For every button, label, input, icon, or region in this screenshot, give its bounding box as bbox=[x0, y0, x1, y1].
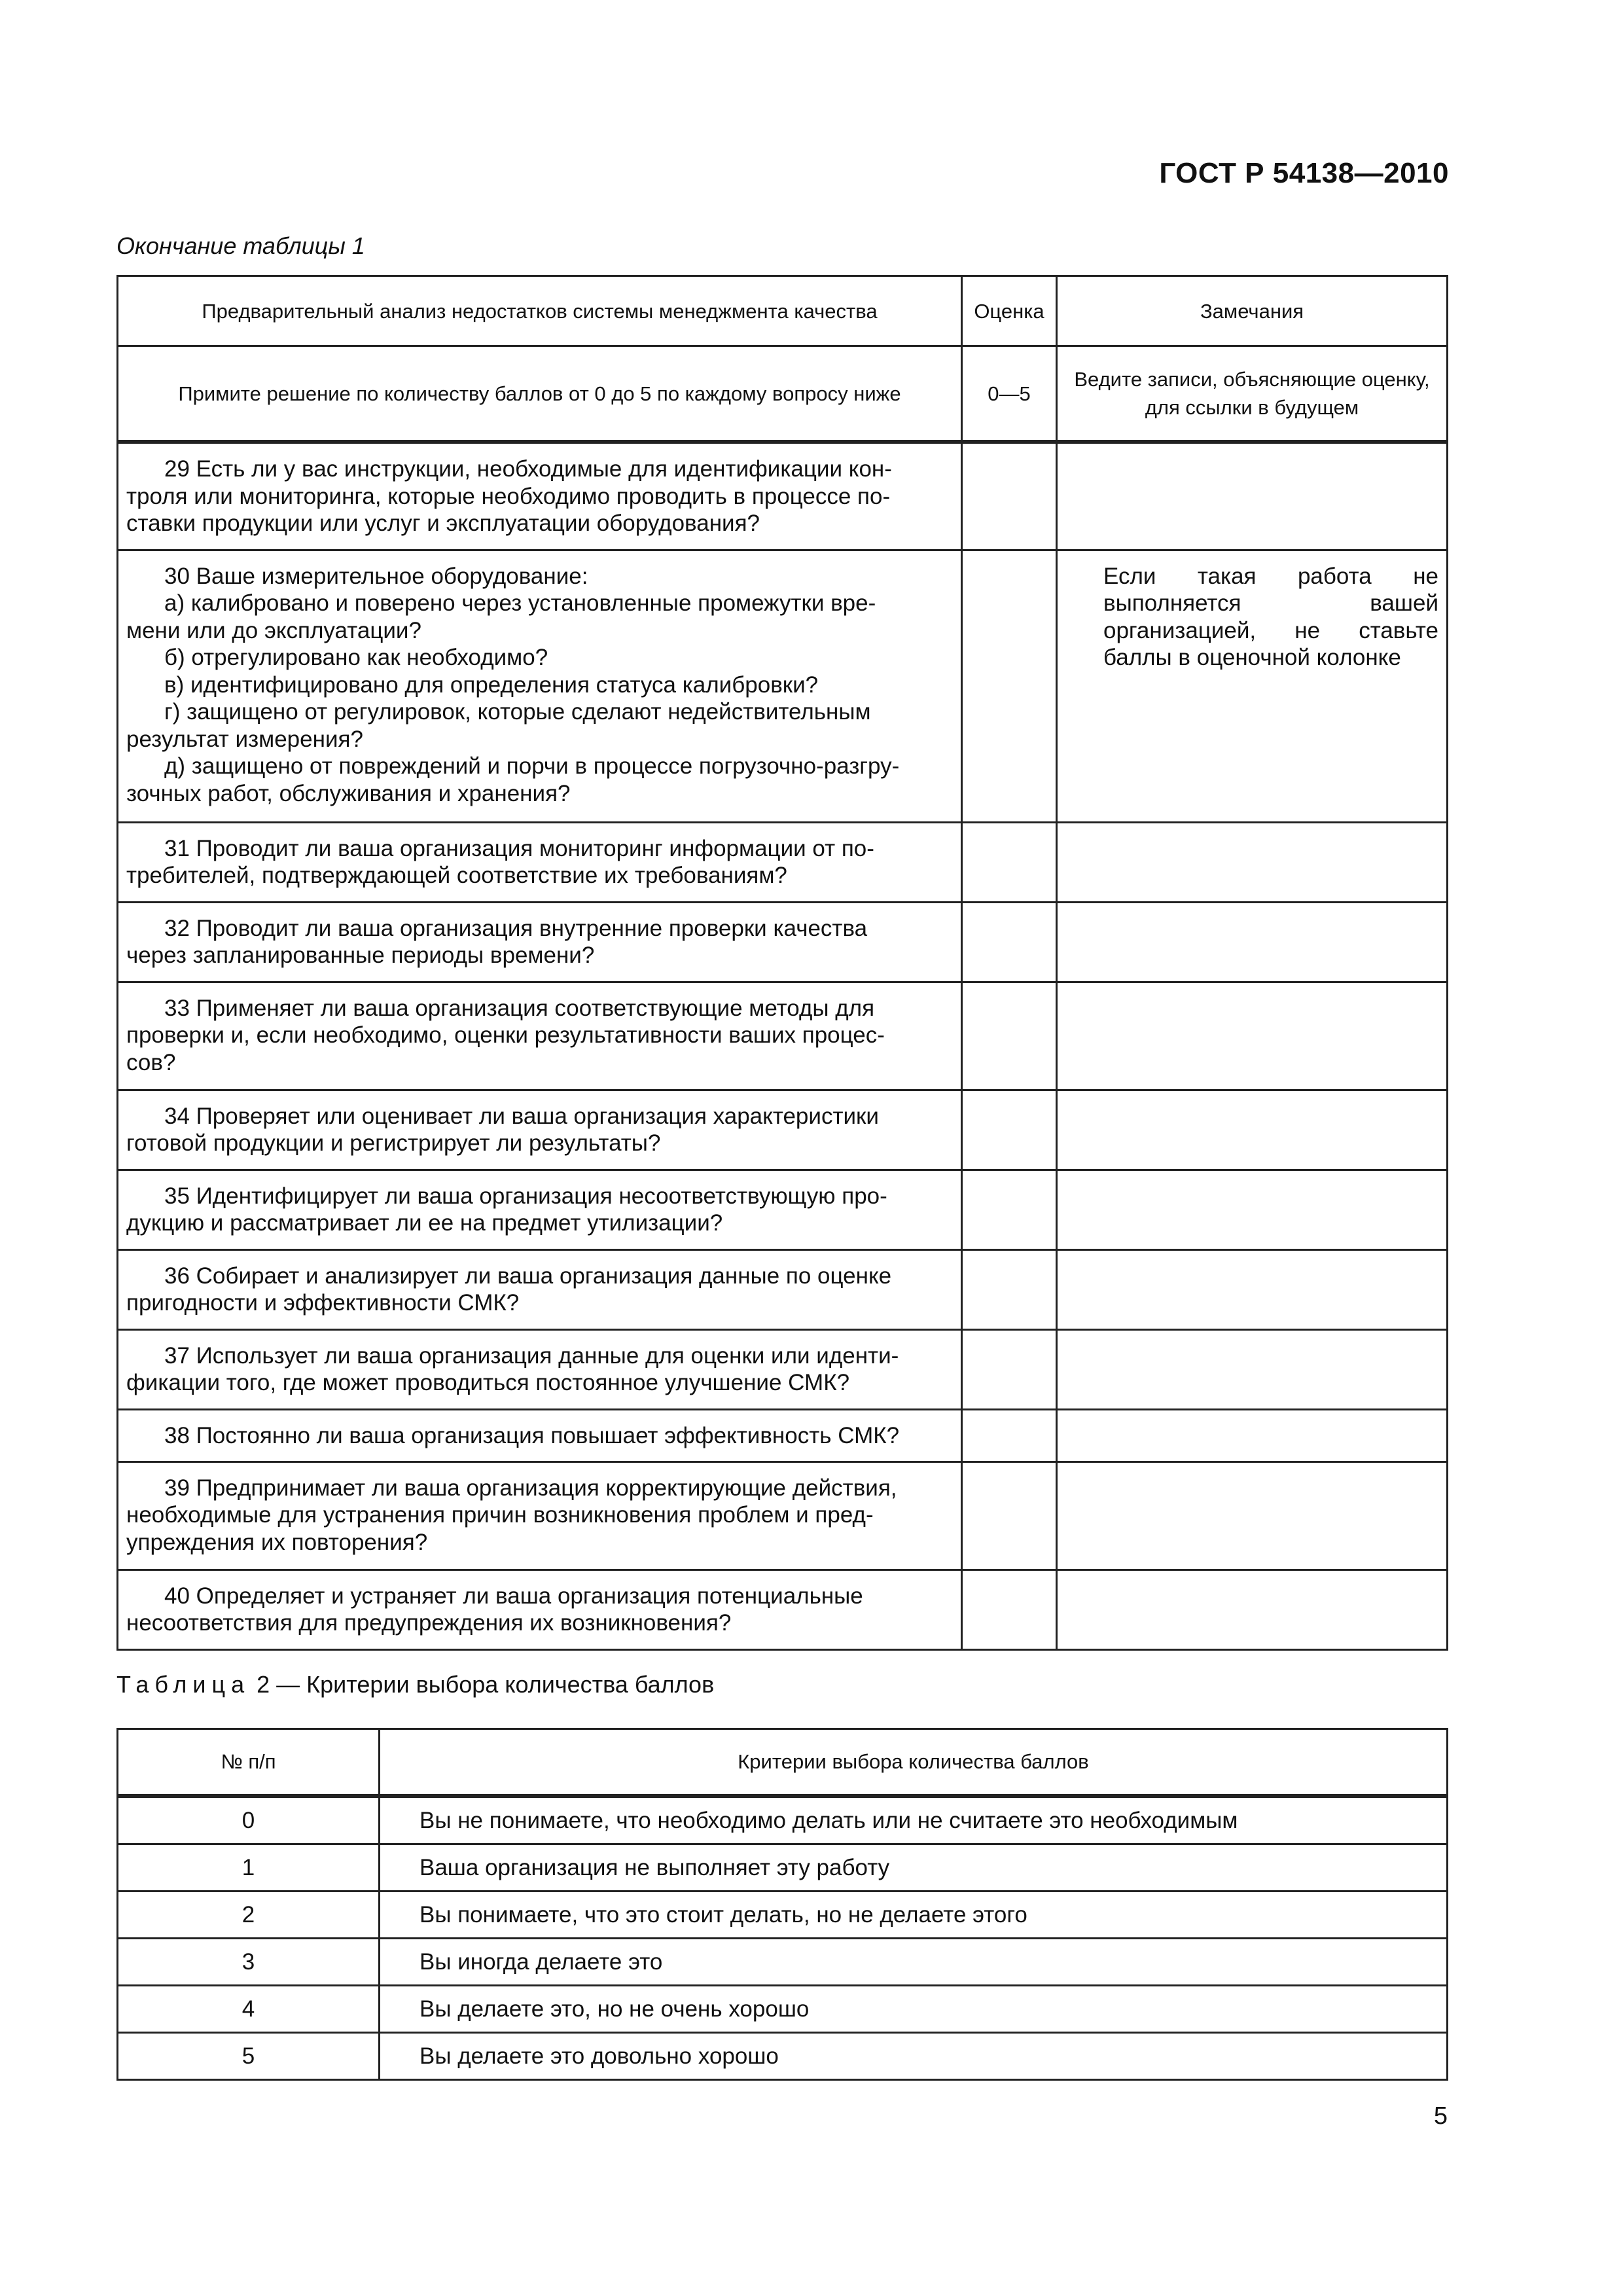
criteria-number: 1 bbox=[118, 1844, 380, 1892]
question-line: упреждения их повторения? bbox=[126, 1529, 428, 1555]
criteria-text: Вы делаете это, но не очень хорошо bbox=[380, 1986, 1448, 2033]
criteria-text: Вы не понимаете, что необходимо делать или не считаете это необходимым bbox=[380, 1796, 1448, 1844]
table-row bbox=[118, 982, 1448, 1090]
table2-caption-title: 2 — Критерии выбора количества баллов bbox=[250, 1671, 715, 1698]
remark-cell bbox=[1057, 822, 1448, 902]
question-line: результат измерения? bbox=[126, 726, 363, 752]
question-line: троля или мониторинга, которые необходимо проводить в процессе по- bbox=[126, 483, 891, 509]
question-text bbox=[118, 1249, 962, 1329]
table-row bbox=[118, 1329, 1448, 1409]
score-cell bbox=[962, 550, 1057, 822]
question-line: д) защищено от повреждений и порчи в процессе погрузочно-разгру- bbox=[164, 753, 900, 779]
question-text bbox=[118, 550, 962, 822]
criteria-text: Вы делаете это довольно хорошо bbox=[380, 2033, 1448, 2080]
document-code: ГОСТ Р 54138—2010 bbox=[1159, 157, 1449, 189]
criteria-text: Ваша организация не выполняет эту работу bbox=[380, 1844, 1448, 1892]
question-line: мени или до эксплуатации? bbox=[126, 617, 421, 643]
question-line: 39 Предпринимает ли ваша организация корректирующие действия, bbox=[164, 1475, 897, 1501]
question-line: 38 Постоянно ли ваша организация повышает эффективность СМК? bbox=[164, 1422, 900, 1448]
question-line: фикации того, где может проводиться постоянное улучшение СМК? bbox=[126, 1370, 850, 1395]
question-line: 32 Проводит ли ваша организация внутренние проверки качества bbox=[164, 915, 868, 941]
question-line: 29 Есть ли у вас инструкции, необходимые для идентификации кон- bbox=[164, 456, 892, 482]
question-text bbox=[118, 982, 962, 1090]
table-row bbox=[118, 1892, 1448, 1939]
table2-caption bbox=[116, 1671, 714, 1698]
score-cell bbox=[962, 1329, 1057, 1409]
question-line: 34 Проверяет или оценивает ли ваша организация характеристики bbox=[164, 1103, 879, 1129]
question-line: несоответствия для предупреждения их возникновения? bbox=[126, 1610, 732, 1636]
remark-cell bbox=[1057, 1570, 1448, 1649]
question-text bbox=[118, 442, 962, 550]
table-row bbox=[118, 1986, 1448, 2033]
table-row bbox=[118, 442, 1448, 550]
question-line: г) защищено от регулировок, которые сделают недействительным bbox=[164, 699, 871, 725]
score-cell bbox=[962, 902, 1057, 982]
table-row bbox=[118, 902, 1448, 982]
table-row bbox=[118, 1249, 1448, 1329]
score-cell bbox=[962, 1170, 1057, 1249]
question-line: 31 Проводит ли ваша организация мониторинг информации от по- bbox=[164, 835, 874, 861]
criteria-number: 0 bbox=[118, 1796, 380, 1844]
score-cell bbox=[962, 1409, 1057, 1462]
score-cell bbox=[962, 1570, 1057, 1649]
question-line: проверки и, если необходимо, оценки результативности ваших процес- bbox=[126, 1022, 885, 1048]
remark-instruction: Ведите записи, объясняющие оценку, для ссылки в будущем bbox=[1057, 346, 1448, 442]
table-row bbox=[118, 1409, 1448, 1462]
table-2-score-criteria bbox=[116, 1728, 1448, 2081]
question-line: пригодности и эффективности СМК? bbox=[126, 1290, 520, 1316]
table1-header-row bbox=[118, 276, 1448, 346]
question-line: 37 Использует ли ваша организация данные для оценки или иденти- bbox=[164, 1342, 899, 1369]
score-range: 0—5 bbox=[962, 346, 1057, 442]
question-text bbox=[118, 1170, 962, 1249]
remark-cell bbox=[1057, 442, 1448, 550]
question-text bbox=[118, 1462, 962, 1570]
table-row bbox=[118, 1939, 1448, 1986]
question-line: зочных работ, обслуживания и хранения? bbox=[126, 780, 571, 806]
question-line: а) калибровано и поверено через установленные промежутки вре- bbox=[164, 590, 876, 616]
table-row bbox=[118, 2033, 1448, 2080]
remark-cell bbox=[1057, 902, 1448, 982]
table2-body bbox=[118, 1796, 1448, 2080]
criteria-text: Вы иногда делаете это bbox=[380, 1939, 1448, 1986]
question-text bbox=[118, 1570, 962, 1649]
table-row bbox=[118, 822, 1448, 902]
score-cell bbox=[962, 1090, 1057, 1170]
question-text bbox=[118, 822, 962, 902]
table-row bbox=[118, 1796, 1448, 1844]
col-header-criteria: Критерии выбора количества баллов bbox=[380, 1729, 1448, 1797]
col-header-analysis: Предварительный анализ недостатков системы менеджмента качества bbox=[118, 276, 962, 346]
score-cell bbox=[962, 1249, 1057, 1329]
table1-caption: Окончание таблицы 1 bbox=[116, 232, 365, 259]
question-line: 30 Ваше измерительное оборудование: bbox=[164, 563, 588, 589]
remark-cell bbox=[1057, 550, 1448, 822]
remark-cell bbox=[1057, 1329, 1448, 1409]
question-line: через запланированные периоды времени? bbox=[126, 942, 595, 968]
remark-cell bbox=[1057, 1170, 1448, 1249]
question-line: 40 Определяет и устраняет ли ваша организация потенциальные bbox=[164, 1583, 863, 1609]
table-row bbox=[118, 1090, 1448, 1170]
criteria-number: 3 bbox=[118, 1939, 380, 1986]
instruction-text: Примите решение по количеству баллов от 0 до 5 по каждому вопросу ниже bbox=[118, 346, 962, 442]
score-cell bbox=[962, 1462, 1057, 1570]
question-text bbox=[118, 1329, 962, 1409]
question-text bbox=[118, 902, 962, 982]
question-line: дукцию и рассматривает ли ее на предмет утилизации? bbox=[126, 1210, 723, 1236]
remark-cell bbox=[1057, 1462, 1448, 1570]
score-cell bbox=[962, 442, 1057, 550]
col-header-score: Оценка bbox=[962, 276, 1057, 346]
question-line: 33 Применяет ли ваша организация соответствующие методы для bbox=[164, 995, 875, 1021]
table-row bbox=[118, 1462, 1448, 1570]
table-row bbox=[118, 550, 1448, 822]
question-line: требителей, подтверждающей соответствие их требованиям? bbox=[126, 863, 787, 888]
question-line: сов? bbox=[126, 1049, 176, 1075]
question-line: б) отрегулировано как необходимо? bbox=[164, 645, 548, 670]
question-line: 35 Идентифицирует ли ваша организация несоответствующую про- bbox=[164, 1183, 887, 1209]
remark-cell bbox=[1057, 1409, 1448, 1462]
question-line: готовой продукции и регистрирует ли результаты? bbox=[126, 1130, 661, 1156]
criteria-number: 5 bbox=[118, 2033, 380, 2080]
question-line: в) идентифицировано для определения статуса калибровки? bbox=[164, 672, 819, 698]
question-line: 36 Собирает и анализирует ли ваша организация данные по оценке bbox=[164, 1263, 892, 1289]
col-header-remarks: Замечания bbox=[1057, 276, 1448, 346]
table-row bbox=[118, 1570, 1448, 1649]
table1-subheader-row bbox=[118, 346, 1448, 442]
remark-cell bbox=[1057, 1249, 1448, 1329]
remark-text: Если такая работа не выполняется вашей организацией, не ставьте баллы в оценочной колонке bbox=[1103, 563, 1438, 670]
question-text bbox=[118, 1090, 962, 1170]
remark-cell bbox=[1057, 982, 1448, 1090]
table-row bbox=[118, 1170, 1448, 1249]
score-cell bbox=[962, 822, 1057, 902]
table-row bbox=[118, 1844, 1448, 1892]
criteria-number: 4 bbox=[118, 1986, 380, 2033]
criteria-text: Вы понимаете, что это стоит делать, но не делаете этого bbox=[380, 1892, 1448, 1939]
question-text bbox=[118, 1409, 962, 1462]
table1-body bbox=[118, 442, 1448, 1649]
remark-cell bbox=[1057, 1090, 1448, 1170]
table2-caption-label: Таблица bbox=[116, 1671, 251, 1698]
criteria-number: 2 bbox=[118, 1892, 380, 1939]
table-1-self-assessment bbox=[116, 275, 1448, 1651]
page-number: 5 bbox=[1433, 2102, 1448, 2130]
question-line: ставки продукции или услуг и эксплуатации оборудования? bbox=[126, 511, 760, 536]
score-cell bbox=[962, 982, 1057, 1090]
question-line: необходимые для устранения причин возникновения проблем и пред- bbox=[126, 1502, 874, 1528]
col-header-number: № п/п bbox=[118, 1729, 380, 1797]
table2-header-row bbox=[118, 1729, 1448, 1797]
